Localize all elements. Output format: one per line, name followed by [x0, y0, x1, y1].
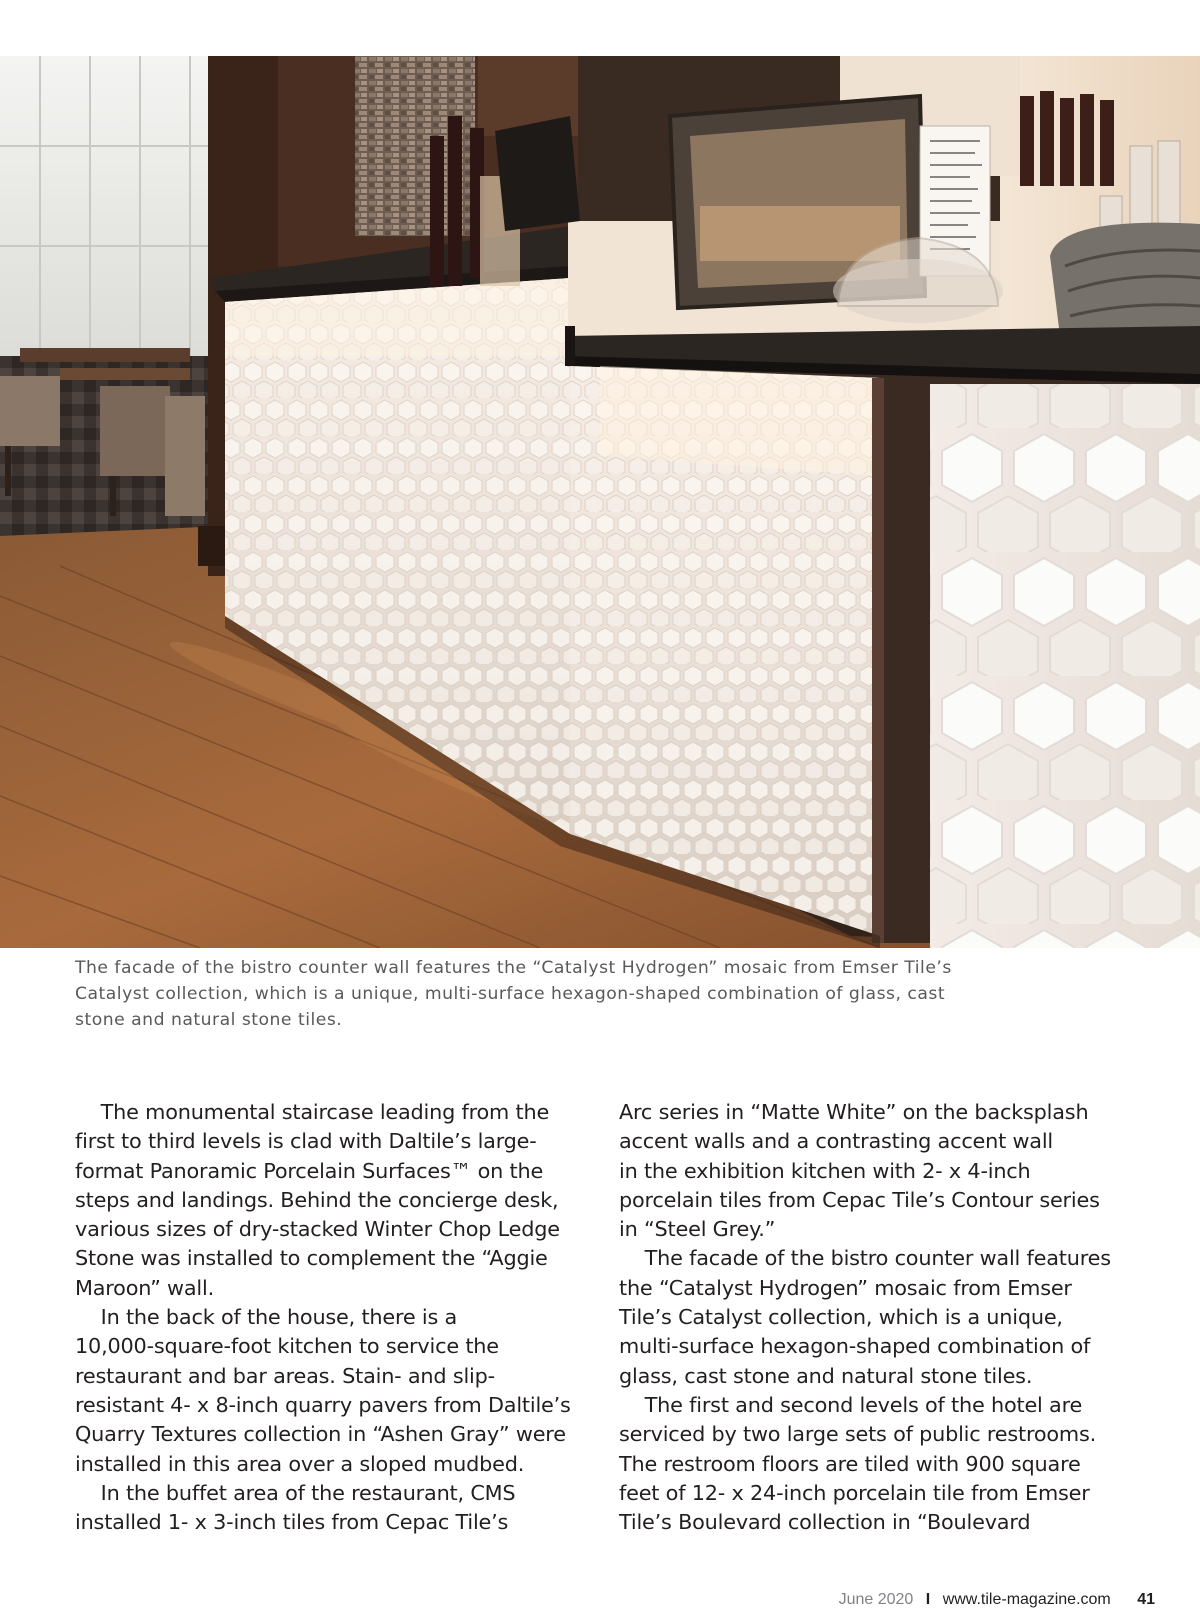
text-line: Arc series in “Matte White” on the backsplash	[619, 1100, 1089, 1124]
text-line: 10,000-square-foot kitchen to service the	[75, 1334, 499, 1359]
article-column-left	[75, 1098, 575, 1537]
text-line: feet of 12- x 24-inch porcelain tile from Emser	[619, 1480, 1090, 1505]
article-column-right	[619, 1098, 1129, 1537]
text-line: steps and landings. Behind the concierge desk,	[75, 1187, 559, 1212]
caption-line: stone and natural stone tiles.	[75, 1010, 343, 1030]
text-line: format Panoramic Porcelain Surfaces™ on the	[75, 1158, 544, 1183]
text-line: the “Catalyst Hydrogen” mosaic from Emser	[619, 1275, 1072, 1300]
photo-illustration	[0, 56, 1200, 948]
text-line: installed 1- x 3-inch tiles from Cepac Tile’s	[75, 1510, 509, 1535]
text-line: The monumental staircase leading from the	[75, 1100, 550, 1124]
text-line: multi-surface hexagon-shaped combination of	[619, 1334, 1091, 1359]
text-line: various sizes of dry-stacked Winter Chop Ledge	[75, 1217, 560, 1242]
footer-separator: I	[925, 1591, 931, 1608]
text-line: in the exhibition kitchen with 2- x 4-inch	[619, 1158, 1031, 1183]
text-line: serviced by two large sets of public restrooms.	[619, 1422, 1097, 1447]
text-line: In the back of the house, there is a	[75, 1305, 458, 1330]
issue-date: June 2020	[838, 1591, 914, 1608]
page-number: 41	[1137, 1591, 1155, 1608]
text-line: The facade of the bistro counter wall features	[619, 1246, 1111, 1271]
text-line: first to third levels is clad with Daltile’s large-	[75, 1129, 537, 1154]
text-line: Maroon” wall.	[75, 1275, 214, 1300]
photo-caption	[75, 955, 1135, 1033]
magazine-url[interactable]: www.tile-magazine.com	[942, 1591, 1111, 1608]
text-line: Stone was installed to complement the “Aggie	[75, 1246, 548, 1271]
text-line: resistant 4- x 8-inch quarry pavers from Daltile’s	[75, 1392, 571, 1417]
text-line: The restroom floors are tiled with 900 square	[619, 1451, 1081, 1476]
text-line: in “Steel Grey.”	[619, 1217, 776, 1242]
text-line: The first and second levels of the hotel are	[619, 1392, 1083, 1417]
caption-line: The facade of the bistro counter wall features the “Catalyst Hydrogen” mosaic from Emser Tile’s	[75, 958, 952, 978]
text-line: restaurant and bar areas. Stain- and slip-	[75, 1363, 495, 1388]
caption-line: Catalyst collection, which is a unique, multi-surface hexagon-shaped combination of glass, cast	[75, 984, 946, 1004]
text-line: Tile’s Catalyst collection, which is a unique,	[619, 1305, 1063, 1330]
text-line: In the buffet area of the restaurant, CMS	[75, 1480, 516, 1505]
text-line: glass, cast stone and natural stone tiles.	[619, 1363, 1033, 1388]
page-footer	[839, 1590, 1155, 1610]
photo-bistro-counter	[0, 56, 1200, 948]
text-line: porcelain tiles from Cepac Tile’s Contour series	[619, 1187, 1100, 1212]
text-line: accent walls and a contrasting accent wall	[619, 1129, 1054, 1154]
text-line: Tile’s Boulevard collection in “Boulevard	[619, 1510, 1031, 1535]
text-line: installed in this area over a sloped mudbed.	[75, 1451, 525, 1476]
text-line: Quarry Textures collection in “Ashen Gray” were	[75, 1422, 566, 1447]
